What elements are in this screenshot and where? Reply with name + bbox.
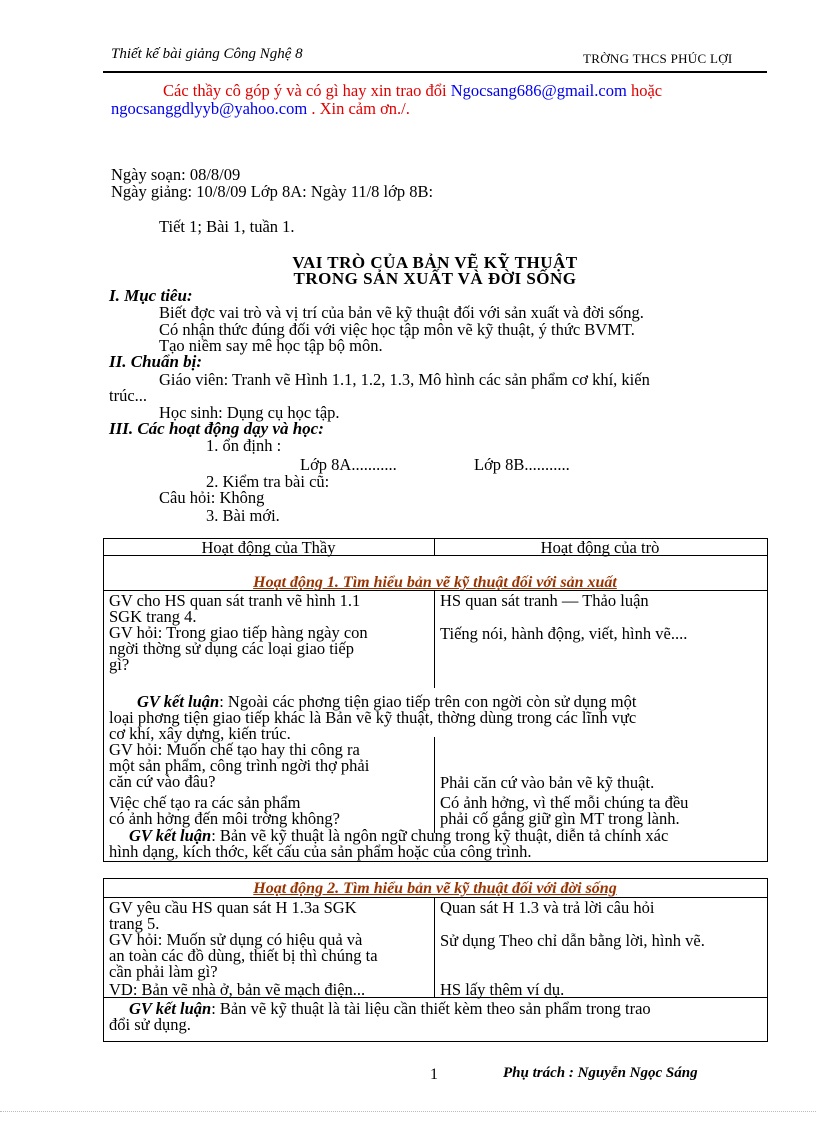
step-1: 1. ổn định :	[206, 436, 282, 455]
header-left: Thiết kế bài giảng Công Nghệ 8	[111, 46, 303, 62]
page-bottom-divider	[0, 1111, 816, 1112]
notice-line-2	[111, 99, 410, 119]
lesson-info: Tiết 1; Bài 1, tuần 1.	[159, 217, 295, 236]
notice-or: hoặc	[630, 81, 663, 100]
t1-r4-teacher-b: có ảnh hởng đến môi trờng không?	[109, 809, 340, 828]
section-1-heading: I. Mục tiêu:	[109, 286, 193, 305]
table-2-conclusion-divider	[103, 997, 767, 998]
section-1-line-2: Có nhận thức đúng đối với việc học tập môn vẽ kỹ thuật, ý thức BVMT.	[159, 320, 635, 339]
t2-r1-teacher-b: trang 5.	[109, 914, 160, 933]
t1-r1-teacher-a: GV cho HS quan sát tranh vẽ hình 1.1	[109, 591, 361, 610]
t2-r2-teacher-b: an toàn các đồ dùng, thiết bị thì chúng ta	[109, 946, 378, 965]
email-link-1[interactable]: Ngocsang686@gmail.com	[450, 81, 627, 100]
t2-r1-teacher-a: GV yêu cầu HS quan sát H 1.3a SGK	[109, 898, 357, 917]
section-2-line-1b: trúc...	[109, 386, 148, 405]
section-1-line-1: Biết đợc vai trò và vị trí của bản vẽ kỹ thuật đối với sản xuất và đời sống.	[159, 303, 644, 322]
t1-conclusion-1-text: : Ngoài các phơng tiện giao tiếp trên con ngời còn sử dụng một	[219, 692, 637, 711]
notice-text: Các thầy cô góp ý và có gì hay xin trao đổi	[163, 81, 447, 100]
lop-8b: Lớp 8B...........	[474, 455, 570, 474]
t1-conclusion-2-b: hình dạng, kích thớc, kết cấu của sản phẩm hoặc của công trình.	[109, 842, 532, 861]
section-2-line-1: Giáo viên: Tranh vẽ Hình 1.1, 1.2, 1.3, Mô hình các sản phẩm cơ khí, kiến	[159, 370, 650, 389]
lop-8a: Lớp 8A...........	[300, 455, 397, 474]
section-2-line-2: Học sinh: Dụng cụ học tập.	[159, 403, 340, 422]
section-1-line-3: Tạo niềm say mê học tập bộ môn.	[159, 336, 383, 355]
t1-conclusion-1-b: loại phơng tiện giao tiếp khác là Bản vẽ kỹ thuật, thờng dùng trong các lĩnh vực	[109, 708, 637, 727]
header-divider	[103, 71, 767, 73]
page-number: 1	[430, 1066, 438, 1083]
t1-conclusion-2-label: GV kết luận	[129, 826, 212, 845]
question-line: Câu hỏi: Không	[159, 488, 265, 507]
t2-conclusion-label: GV kết luận	[129, 999, 212, 1018]
t1-r3-teacher-c: căn cứ vào đâu?	[109, 772, 216, 791]
t1-r3-teacher-a: GV hỏi: Muốn chế tạo hay thi công ra	[109, 740, 360, 759]
t1-r2-teacher-a: GV hỏi: Trong giao tiếp hàng ngày con	[109, 623, 368, 642]
t1-r1-teacher-b: SGK trang 4.	[109, 607, 197, 626]
column-header-student: Hoạt động của trò	[540, 538, 660, 557]
t1-conclusion-1-c: cơ khí, xây dựng, kiến trúc.	[109, 724, 291, 743]
t1-conclusion-2-text: : Bản vẽ kỹ thuật là ngôn ngữ chung trong kỹ thuật, diễn tả chính xác	[211, 826, 669, 845]
t1-r2-teacher-b: ngời thờng sử dụng các loại giao tiếp	[109, 639, 354, 658]
t2-r2-teacher-c: cần phải làm gì?	[109, 962, 218, 981]
footer-author: Phụ trách : Nguyễn Ngọc Sáng	[503, 1065, 698, 1081]
section-3-heading: III. Các hoạt động dạy và học:	[109, 419, 324, 438]
t2-conclusion-b: đổi sử dụng.	[109, 1015, 191, 1034]
title-line-1: VAI TRÒ CỦA BẢN VẼ KỸ THUẬT	[292, 253, 578, 272]
t2-r3-teacher: VD: Bản vẽ nhà ở, bản vẽ mạch điện...	[109, 980, 366, 999]
table-1-col-divider-b	[434, 737, 435, 833]
t1-r3-student: Phải căn cứ vào bản vẽ kỹ thuật.	[440, 773, 655, 792]
t2-r2-teacher-a: GV hỏi: Muốn sử dụng có hiệu quả và	[109, 930, 363, 949]
t1-r2-teacher-c: gì?	[109, 655, 130, 674]
table-2-col-divider	[434, 897, 435, 997]
notice-thanks: . Xin cảm ơn./.	[311, 99, 410, 118]
t1-r3-teacher-b: một sản phẩm, công trình ngời thợ phải	[109, 756, 370, 775]
t1-conclusion-1-label: GV kết luận	[137, 692, 220, 711]
section-2-heading: II. Chuẩn bị:	[109, 352, 203, 371]
header-right: TRỜNG THCS PHÚC LỢI	[583, 51, 733, 66]
t2-r1-student: Quan sát H 1.3 và trả lời câu hỏi	[440, 898, 655, 917]
step-3: 3. Bài mới.	[206, 506, 280, 525]
table-1-col-divider-a	[434, 590, 435, 688]
t1-r4-student-b: phải cố gắng giữ gìn MT trong lành.	[440, 809, 680, 828]
t2-r2-student: Sử dụng Theo chỉ dẫn bằng lời, hình vẽ.	[440, 931, 705, 950]
step-2: 2. Kiểm tra bài cũ:	[206, 472, 330, 491]
notice-line-1	[163, 81, 662, 101]
activity-2-title: Hoạt động 2. Tìm hiểu bản vẽ kỹ thuật đối với đời sống	[253, 880, 617, 897]
t1-r4-teacher-a: Việc chế tạo ra các sản phẩm	[109, 793, 301, 812]
t1-r4-student-a: Có ảnh hởng, vì thế mỗi chúng ta đều	[440, 793, 689, 812]
date-giang: Ngày giảng: 10/8/09 Lớp 8A: Ngày 11/8 lớp 8B:	[111, 182, 434, 201]
title-line-2: TRONG SẢN XUẤT VÀ ĐỜI SỐNG	[293, 269, 577, 288]
email-link-2[interactable]: ngocsanggdlyyb@yahoo.com	[111, 99, 308, 118]
t1-r2-student: Tiếng nói, hành động, viết, hình vẽ....	[440, 624, 688, 643]
t2-conclusion-text: : Bản vẽ kỹ thuật là tài liệu cần thiết kèm theo sản phẩm trong trao	[211, 999, 651, 1018]
activity-1-title: Hoạt động 1. Tìm hiểu bản vẽ kỹ thuật đối với sản xuất	[253, 574, 617, 591]
date-soan: Ngày soạn: 08/8/09	[111, 165, 241, 184]
column-header-teacher: Hoạt động của Thầy	[201, 538, 336, 557]
t2-r3-student: HS lấy thêm ví dụ.	[440, 980, 565, 999]
t1-r1-student: HS quan sát tranh — Thảo luận	[440, 591, 649, 610]
